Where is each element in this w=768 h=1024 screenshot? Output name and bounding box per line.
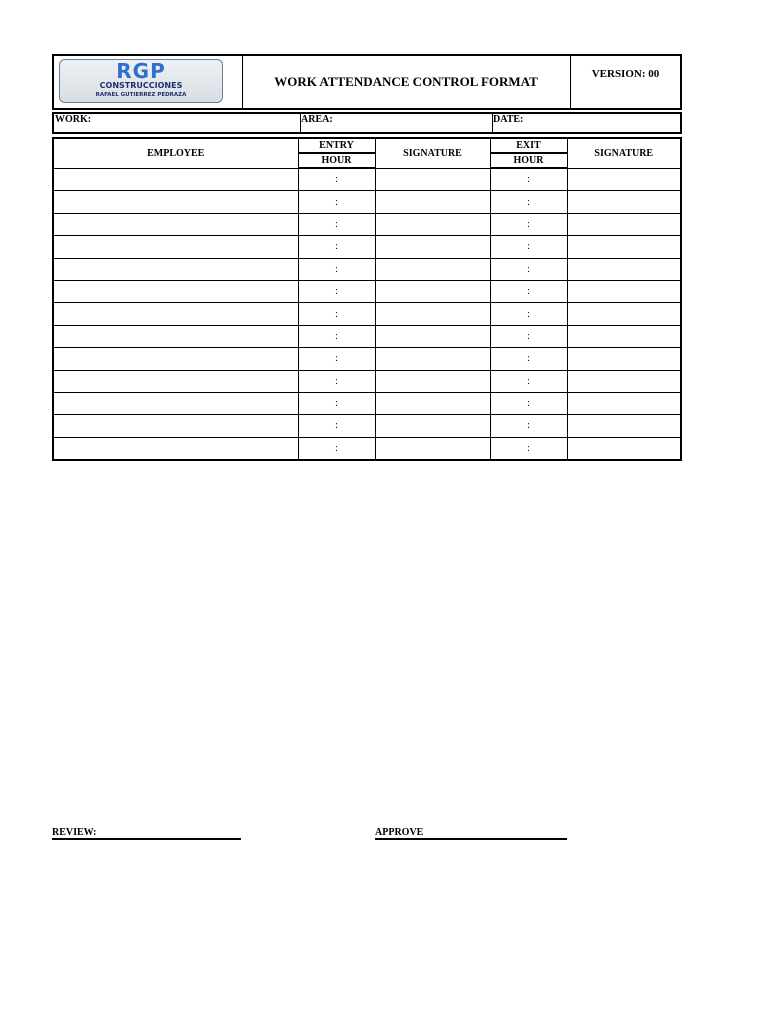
attendance-form <box>52 54 682 454</box>
form-version: VERSION: 00 <box>591 68 660 80</box>
exit-hour-cell[interactable]: : <box>490 392 567 414</box>
logo-line1: CONSTRUCCIONES <box>99 81 183 90</box>
table-row <box>53 348 681 370</box>
exit-header: EXIT <box>490 138 567 153</box>
signature-header-1: SIGNATURE <box>375 138 490 168</box>
exit-signature-cell[interactable] <box>567 325 681 347</box>
exit-hour-cell[interactable]: : <box>490 280 567 302</box>
employee-cell[interactable] <box>53 348 298 370</box>
exit-hour-cell[interactable]: : <box>490 236 567 258</box>
entry-header: ENTRY <box>298 138 375 153</box>
entry-hour-cell[interactable]: : <box>298 392 375 414</box>
entry-hour-cell[interactable]: : <box>298 303 375 325</box>
entry-hour-cell[interactable]: : <box>298 437 375 460</box>
entry-signature-cell[interactable] <box>375 280 490 302</box>
employee-cell[interactable] <box>53 437 298 460</box>
exit-hour-header: HOUR <box>490 153 567 168</box>
employee-cell[interactable] <box>53 213 298 235</box>
date-label: DATE: <box>493 114 524 125</box>
exit-hour-cell[interactable]: : <box>490 258 567 280</box>
exit-hour-cell[interactable]: : <box>490 213 567 235</box>
entry-hour-cell[interactable]: : <box>298 236 375 258</box>
entry-signature-cell[interactable] <box>375 258 490 280</box>
entry-hour-header: HOUR <box>298 153 375 168</box>
logo-brand: RGP <box>116 59 166 83</box>
employee-cell[interactable] <box>53 325 298 347</box>
form-header <box>52 54 682 110</box>
area-label: AREA: <box>301 114 333 125</box>
work-field[interactable] <box>54 114 301 132</box>
table-row <box>53 437 681 460</box>
exit-signature-cell[interactable] <box>567 168 681 191</box>
employee-cell[interactable] <box>53 236 298 258</box>
employee-cell[interactable] <box>53 168 298 191</box>
exit-signature-cell[interactable] <box>567 437 681 460</box>
entry-signature-cell[interactable] <box>375 348 490 370</box>
entry-hour-cell[interactable]: : <box>298 213 375 235</box>
exit-signature-cell[interactable] <box>567 415 681 437</box>
exit-hour-cell[interactable]: : <box>490 303 567 325</box>
logo-line2: RAFAEL GUTIERREZ PEDRAZA <box>95 92 187 98</box>
exit-signature-cell[interactable] <box>567 213 681 235</box>
table-row <box>53 236 681 258</box>
entry-signature-cell[interactable] <box>375 415 490 437</box>
entry-signature-cell[interactable] <box>375 437 490 460</box>
entry-hour-cell[interactable]: : <box>298 415 375 437</box>
exit-hour-cell[interactable]: : <box>490 348 567 370</box>
employee-cell[interactable] <box>53 258 298 280</box>
logo-cell <box>54 56 243 108</box>
exit-hour-cell[interactable]: : <box>490 191 567 213</box>
exit-signature-cell[interactable] <box>567 348 681 370</box>
signature-header-2: SIGNATURE <box>567 138 681 168</box>
area-field[interactable] <box>300 114 493 132</box>
entry-hour-cell[interactable]: : <box>298 325 375 347</box>
entry-signature-cell[interactable] <box>375 236 490 258</box>
exit-signature-cell[interactable] <box>567 191 681 213</box>
table-row <box>53 258 681 280</box>
entry-hour-cell[interactable]: : <box>298 370 375 392</box>
exit-signature-cell[interactable] <box>567 236 681 258</box>
table-row <box>53 325 681 347</box>
table-row <box>53 213 681 235</box>
review-line[interactable]: REVIEW: <box>52 827 241 840</box>
date-field[interactable] <box>492 114 681 132</box>
exit-hour-cell[interactable]: : <box>490 168 567 191</box>
entry-hour-cell[interactable]: : <box>298 191 375 213</box>
table-row <box>53 392 681 414</box>
table-row <box>53 191 681 213</box>
entry-hour-cell[interactable]: : <box>298 280 375 302</box>
employee-cell[interactable] <box>53 191 298 213</box>
employee-cell[interactable] <box>53 415 298 437</box>
exit-hour-cell[interactable]: : <box>490 415 567 437</box>
attendance-table <box>52 137 682 461</box>
table-row <box>53 168 681 191</box>
exit-signature-cell[interactable] <box>567 280 681 302</box>
exit-signature-cell[interactable] <box>567 370 681 392</box>
entry-hour-cell[interactable]: : <box>298 168 375 191</box>
approve-line[interactable]: APPROVE <box>375 827 567 840</box>
employee-cell[interactable] <box>53 303 298 325</box>
exit-hour-cell[interactable]: : <box>490 325 567 347</box>
exit-signature-cell[interactable] <box>567 392 681 414</box>
entry-signature-cell[interactable] <box>375 370 490 392</box>
attendance-rows <box>53 168 681 460</box>
employee-header: EMPLOYEE <box>53 138 298 168</box>
table-row <box>53 370 681 392</box>
entry-hour-cell[interactable]: : <box>298 348 375 370</box>
form-title: WORK ATTENDANCE CONTROL FORMAT <box>242 56 571 108</box>
info-row <box>52 112 682 134</box>
exit-hour-cell[interactable]: : <box>490 370 567 392</box>
exit-hour-cell[interactable]: : <box>490 437 567 460</box>
work-label: WORK: <box>55 114 92 125</box>
entry-signature-cell[interactable] <box>375 191 490 213</box>
employee-cell[interactable] <box>53 392 298 414</box>
table-row <box>53 415 681 437</box>
company-logo <box>59 59 223 103</box>
employee-cell[interactable] <box>53 370 298 392</box>
entry-signature-cell[interactable] <box>375 303 490 325</box>
entry-signature-cell[interactable] <box>375 392 490 414</box>
table-row <box>53 303 681 325</box>
table-row <box>53 280 681 302</box>
entry-signature-cell[interactable] <box>375 168 490 191</box>
entry-signature-cell[interactable] <box>375 325 490 347</box>
entry-signature-cell[interactable] <box>375 213 490 235</box>
employee-cell[interactable] <box>53 280 298 302</box>
exit-signature-cell[interactable] <box>567 303 681 325</box>
exit-signature-cell[interactable] <box>567 258 681 280</box>
entry-hour-cell[interactable]: : <box>298 258 375 280</box>
